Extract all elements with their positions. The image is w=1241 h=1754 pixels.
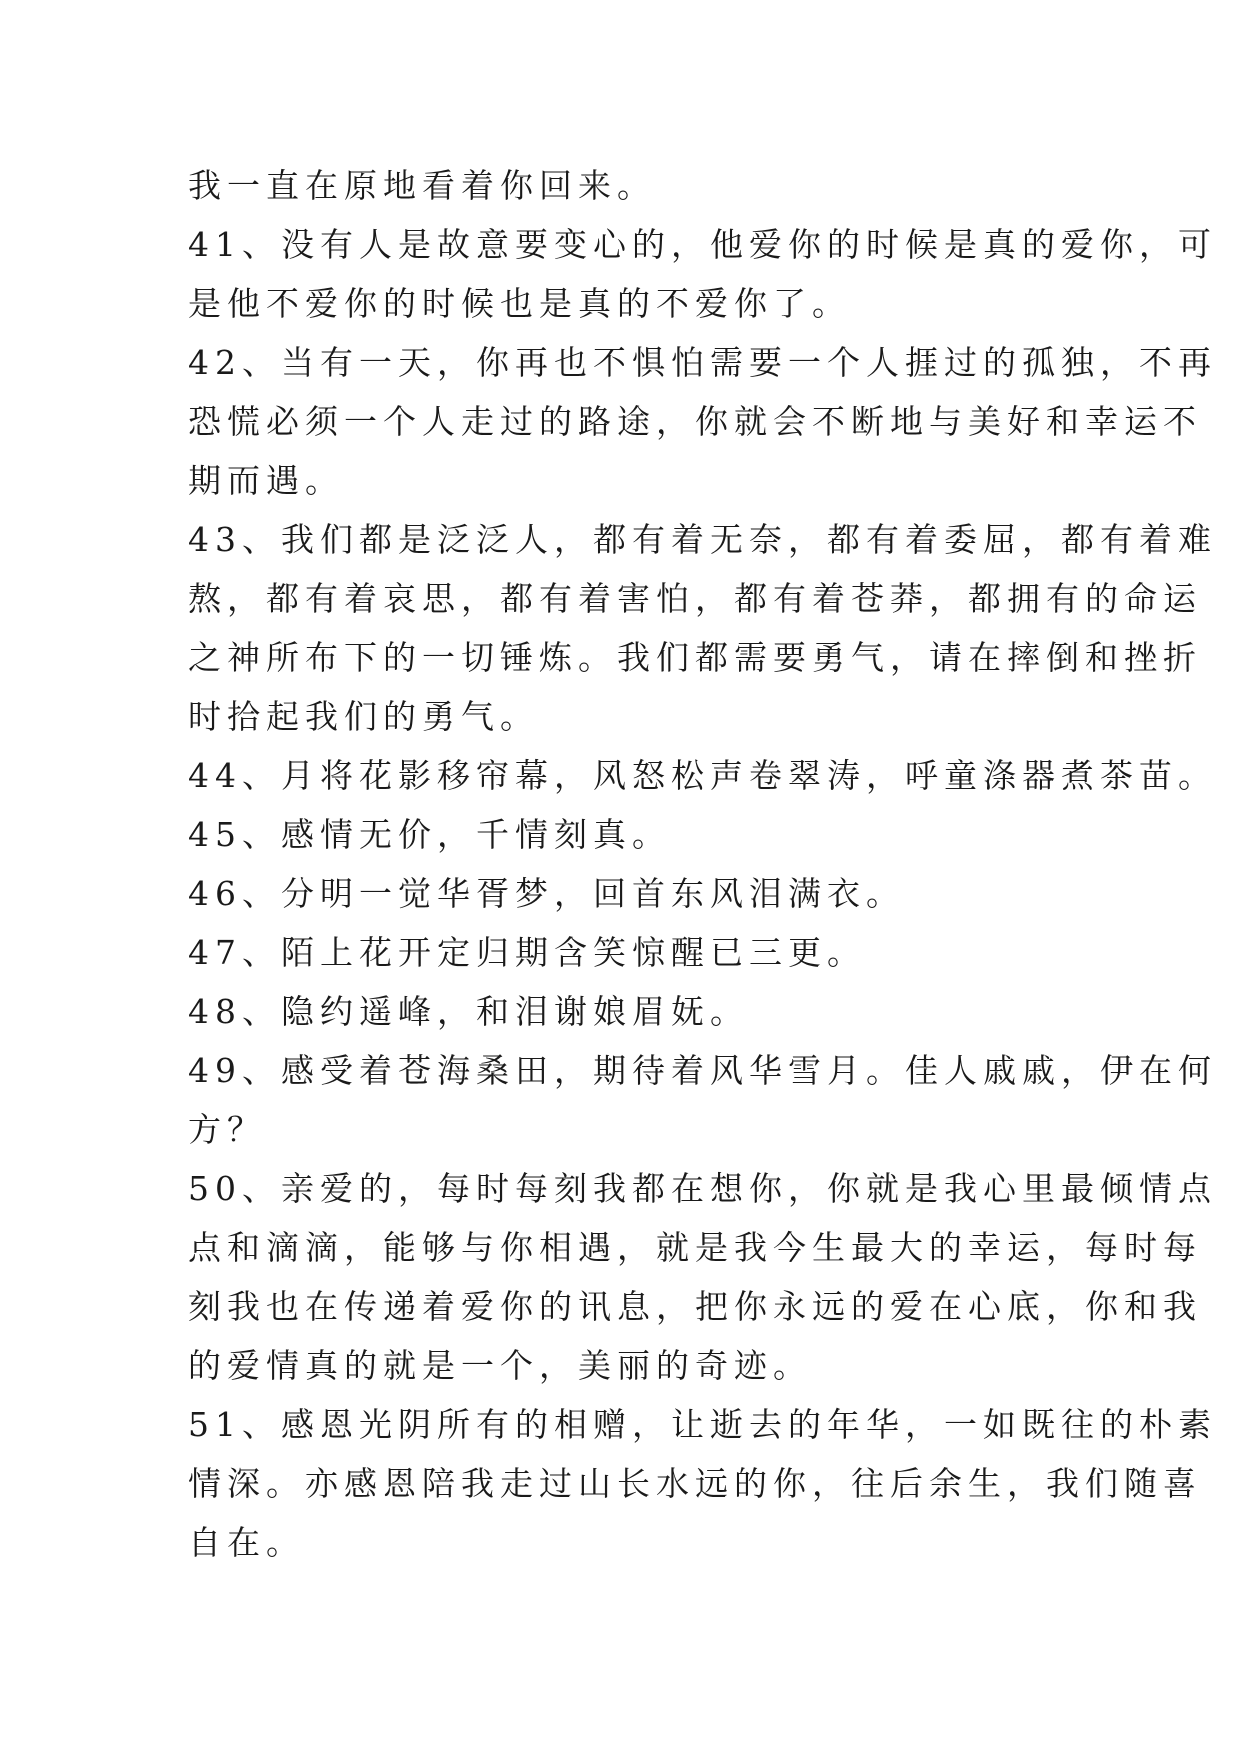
- text-line: 情深。亦感恩陪我走过山长水远的你，往后余生，我们随喜: [188, 1464, 1202, 1503]
- text-line: 42、当有一天，你再也不惧怕需要一个人捱过的孤独，不再: [188, 343, 1217, 382]
- text-line: 49、感受着苍海桑田，期待着风华雪月。佳人戚戚，伊在何: [188, 1051, 1217, 1090]
- text-line: 43、我们都是泛泛人，都有着无奈，都有着委屈，都有着难: [188, 520, 1217, 559]
- text-line: 51、感恩光阴所有的相赠，让逝去的年华，一如既往的朴素: [188, 1405, 1217, 1444]
- text-line: 方？: [188, 1110, 266, 1149]
- text-line: 50、亲爱的，每时每刻我都在想你，你就是我心里最倾情点: [188, 1169, 1217, 1208]
- text-line: 是他不爱你的时候也是真的不爱你了。: [188, 284, 851, 323]
- text-line: 之神所布下的一切锤炼。我们都需要勇气，请在摔倒和挫折: [188, 638, 1202, 677]
- text-line: 点和滴滴，能够与你相遇，就是我今生最大的幸运，每时每: [188, 1228, 1202, 1267]
- text-line: 自在。: [188, 1523, 305, 1562]
- text-line: 期而遇。: [188, 461, 344, 500]
- text-line: 刻我也在传递着爱你的讯息，把你永远的爱在心底，你和我: [188, 1287, 1202, 1326]
- text-line: 46、分明一觉华胥梦，回首东风泪满衣。: [188, 874, 905, 913]
- text-line: 47、陌上花开定归期含笑惊醒已三更。: [188, 933, 866, 972]
- text-line: 48、隐约遥峰，和泪谢娘眉妩。: [188, 992, 749, 1031]
- text-line: 恐慌必须一个人走过的路途，你就会不断地与美好和幸运不: [188, 402, 1202, 441]
- text-line: 熬，都有着哀思，都有着害怕，都有着苍莽，都拥有的命运: [188, 579, 1202, 618]
- document-body: [188, 156, 1217, 1572]
- text-line: 的爱情真的就是一个，美丽的奇迹。: [188, 1346, 812, 1385]
- text-line: 41、没有人是故意要变心的，他爱你的时候是真的爱你，可: [188, 225, 1217, 264]
- text-line: 我一直在原地看着你回来。: [188, 166, 656, 205]
- text-line: 44、月将花影移帘幕，风怒松声卷翠涛，呼童涤器煮茶苗。: [188, 756, 1217, 795]
- text-line: 45、感情无价，千情刻真。: [188, 815, 671, 854]
- text-line: 时拾起我们的勇气。: [188, 697, 539, 736]
